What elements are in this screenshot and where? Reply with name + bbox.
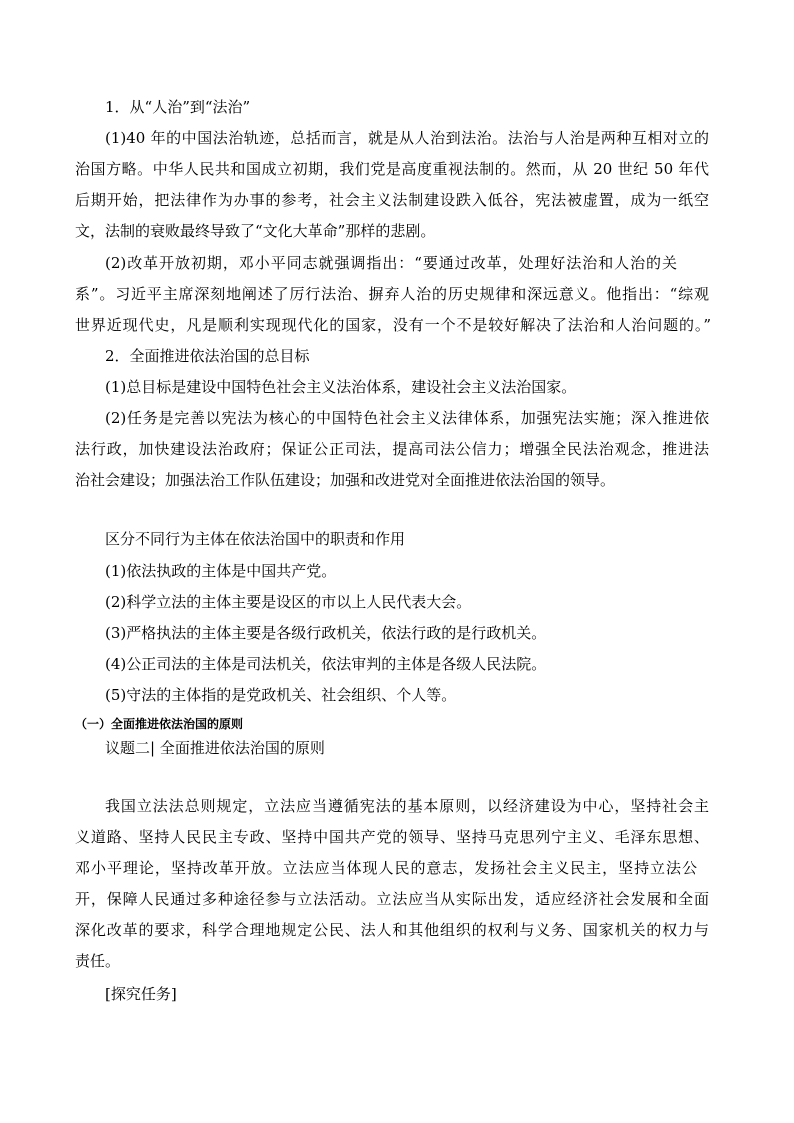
section1-heading: 1．从“人治”到“法治” (105, 98, 251, 116)
case-line-3: 邓小平理论，坚持改革开放。立法应当体现人民的意志，发扬社会主义民主，坚持立法公 (75, 859, 697, 877)
explore-task-label: [探究任务] (105, 985, 177, 1003)
section1-p2-line2: 系”。习近平主席深刻地阐述了厉行法治、摒弃人治的历史规律和深远意义。他指出：“综观 (75, 285, 709, 303)
section1-p2-line3: 世界近现代史，凡是顺利实现现代化的国家，没有一个不是较好解决了法治和人治问题的。” (75, 316, 711, 334)
distinguish-item-5: (5)守法的主体指的是党政机关、社会组织、个人等。 (105, 686, 457, 704)
distinguish-item-1: (1)依法执政的主体是中国共产党。 (105, 562, 337, 580)
section1-p1-line2: 治国方略。中华人民共和国成立初期，我们党是高度重视法制的。然而，从 20 世纪 50 年代 (75, 160, 709, 178)
section1-p1-line3: 后期开始，把法律作为办事的参考，社会主义法制建设跌入低谷，宪法被虚置，成为一纸空 (75, 191, 709, 209)
distinguish-item-4: (4)公正司法的主体是司法机关，依法审判的主体是各级人民法院。 (105, 655, 547, 673)
section1-p1-line1: (1)40 年的中国法治轨迹，总括而言，就是从人治到法治。法治与人治是两种互相对立的 (105, 129, 709, 147)
section1-p1-line4: 文，法制的衰败最终导致了“文化大革命”那样的悲剧。 (75, 222, 436, 240)
section2-heading: 2．全面推进依法治国的总目标 (105, 347, 310, 365)
case-line-5: 深化改革的要求，科学合理地规定公民、法人和其他组织的权利与义务、国家机关的权力与 (75, 921, 709, 939)
distinguish-item-2: (2)科学立法的主体主要是设区的市以上人民代表大会。 (105, 593, 472, 611)
case-line-2: 义道路、坚持人民民主专政、坚持中国共产党的领导、坚持马克思列宁主义、毛泽东思想、 (75, 828, 709, 846)
section2-p2-line3: 治社会建设；加强法治工作队伍建设；加强和改进党对全面推进依法治国的领导。 (75, 471, 616, 489)
section2-p2-line2: 法行政，加快建设法治政府；保证公正司法，提高司法公信力；增强全民法治观念，推进法 (75, 440, 709, 458)
distinguish-item-3: (3)严格执法的主体主要是各级行政机关，依法行政的是行政机关。 (105, 624, 547, 642)
case-line-4: 开，保障人民通过多种途径参与立法活动。立法应当从实际出发，适应经济社会发展和全面 (75, 890, 709, 908)
section2-p1: (1)总目标是建设中国特色社会主义法治体系，建设社会主义法治国家。 (105, 378, 577, 396)
part-one-heading: （一）全面推进依法治国的原则 (75, 717, 244, 731)
case-line-1: 我国立法法总则规定，立法应当遵循宪法的基本原则，以经济建设为中心，坚持社会主 (105, 797, 709, 815)
distinguish-title: 区分不同行为主体在依法治国中的职责和作用 (105, 530, 406, 548)
section2-p2-line1: (2)任务是完善以宪法为核心的中国特色社会主义法律体系，加强宪法实施；深入推进依 (105, 409, 709, 427)
case-line-6: 责任。 (75, 952, 121, 970)
section1-p2-line1: (2)改革开放初期，邓小平同志就强调指出：“要通过改革，处理好法治和人治的关 (105, 254, 677, 272)
topic-title: 议题二| 全面推进依法治国的原则 (105, 739, 325, 757)
